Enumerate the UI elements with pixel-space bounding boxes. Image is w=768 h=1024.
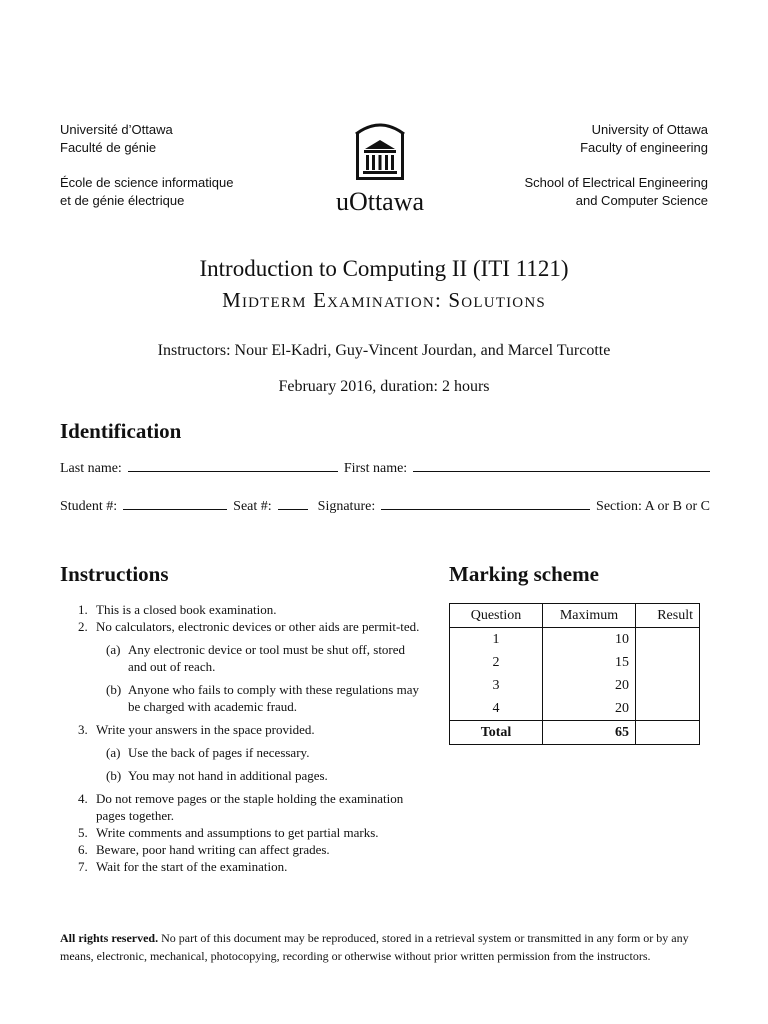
signature-field[interactable] <box>381 497 590 510</box>
header-line: and Computer Science <box>575 193 708 208</box>
header-line: et de génie électrique <box>60 193 185 208</box>
item-text: Anyone who fails to comply with these regulations may be charged with academic fraud. <box>128 682 420 714</box>
list-item <box>60 721 420 738</box>
list-item <box>60 824 420 841</box>
list-item <box>60 618 420 635</box>
list-subitem <box>60 641 420 675</box>
header-french-school <box>60 174 233 210</box>
item-text: Beware, poor hand writing can affect grades. <box>96 842 330 857</box>
table-row <box>450 628 700 652</box>
rights-notice-bold: All rights reserved. <box>60 931 159 945</box>
rights-notice-text: No part of this document may be reproduced, stored in a retrieval system or transmitted in any form or by any means, electronic, mechanical, photocopying, recording or otherwise without prior written permission from the instructors. <box>60 931 689 963</box>
maximum-cell: 20 <box>543 674 636 697</box>
item-text: No calculators, electronic devices or other aids are permit-ted. <box>96 619 420 634</box>
identification-row-names <box>60 459 710 477</box>
item-number: 2. <box>78 619 88 634</box>
header-english-university <box>580 121 708 157</box>
table-row <box>450 697 700 721</box>
item-text: Any electronic device or tool must be shut off, stored and out of reach. <box>128 642 406 674</box>
item-number: (b) <box>106 768 122 783</box>
question-cell: 1 <box>450 628 543 652</box>
result-cell[interactable] <box>636 674 700 697</box>
column-header: Result <box>636 604 700 628</box>
last-name-label: Last name: <box>60 461 122 476</box>
maximum-cell: 15 <box>543 651 636 674</box>
item-text: Write comments and assumptions to get partial marks. <box>96 825 379 840</box>
maximum-cell: 20 <box>543 697 636 721</box>
first-name-label: First name: <box>343 461 408 476</box>
header-english-school <box>524 174 708 210</box>
marking-scheme-heading: Marking scheme <box>449 562 599 586</box>
seat-field[interactable] <box>278 497 308 510</box>
total-result-cell[interactable] <box>636 721 700 745</box>
column-header: Question <box>450 604 543 628</box>
item-text: Do not remove pages or the staple holding the examination pages together. <box>96 791 404 823</box>
marking-table <box>449 603 700 745</box>
page-subtitle: Midterm Examination: Solutions <box>222 288 546 312</box>
question-cell: 4 <box>450 697 543 721</box>
result-cell[interactable] <box>636 697 700 721</box>
item-number: 7. <box>78 859 88 874</box>
header-french-university <box>60 121 173 157</box>
student-number-field[interactable] <box>123 497 227 510</box>
header-line: Faculty of engineering <box>580 140 708 155</box>
list-subitem <box>60 744 420 761</box>
table-header-row <box>450 604 700 628</box>
table-row <box>450 651 700 674</box>
rights-notice <box>60 929 712 965</box>
page-title: Introduction to Computing II (ITI 1121) <box>199 256 569 281</box>
instructions-heading: Instructions <box>60 562 169 586</box>
header-line: Université d’Ottawa <box>60 122 173 137</box>
item-number: 5. <box>78 825 88 840</box>
university-building-icon <box>350 120 410 182</box>
first-name-field[interactable] <box>413 459 710 472</box>
item-number: 3. <box>78 722 88 737</box>
seat-label: Seat #: <box>233 499 272 514</box>
item-text: Write your answers in the space provided. <box>96 722 315 737</box>
item-text: Use the back of pages if necessary. <box>128 745 310 760</box>
header-line: Faculté de génie <box>60 140 157 155</box>
total-maximum: 65 <box>543 721 636 745</box>
total-row <box>450 721 700 745</box>
date-line: February 2016, duration: 2 hours <box>278 378 490 395</box>
item-text: This is a closed book examination. <box>96 602 277 617</box>
header-line: University of Ottawa <box>591 122 708 137</box>
header-line: School of Electrical Engineering <box>524 175 708 190</box>
table-row <box>450 674 700 697</box>
last-name-field[interactable] <box>128 459 338 472</box>
identification-row-details <box>60 497 710 515</box>
total-label: Total <box>450 721 543 745</box>
item-number: (b) <box>106 682 122 697</box>
identification-heading: Identification <box>60 419 182 443</box>
column-header: Maximum <box>543 604 636 628</box>
result-cell[interactable] <box>636 628 700 652</box>
signature-label: Signature: <box>317 499 376 514</box>
university-logo-text: uOttawa <box>335 187 425 216</box>
item-text: You may not hand in additional pages. <box>128 768 328 783</box>
maximum-cell: 10 <box>543 628 636 652</box>
item-number: 4. <box>78 791 88 806</box>
item-number: (a) <box>106 745 121 760</box>
item-text: Wait for the start of the examination. <box>96 859 288 874</box>
instructions-list <box>60 601 420 875</box>
section-label: Section: A or B or C <box>596 499 710 514</box>
header-line: École de science informatique <box>60 175 234 190</box>
list-subitem <box>60 767 420 784</box>
list-item <box>60 841 420 858</box>
list-item <box>60 858 420 875</box>
item-number: (a) <box>106 642 121 657</box>
result-cell[interactable] <box>636 651 700 674</box>
question-cell: 2 <box>450 651 543 674</box>
student-number-label: Student #: <box>60 499 118 514</box>
list-subitem <box>60 681 420 715</box>
item-number: 6. <box>78 842 88 857</box>
instructors-line: Instructors: Nour El-Kadri, Guy-Vincent Jourdan, and Marcel Turcotte <box>157 342 611 359</box>
list-item <box>60 790 420 824</box>
list-item <box>60 601 420 618</box>
question-cell: 3 <box>450 674 543 697</box>
item-number: 1. <box>78 602 88 617</box>
